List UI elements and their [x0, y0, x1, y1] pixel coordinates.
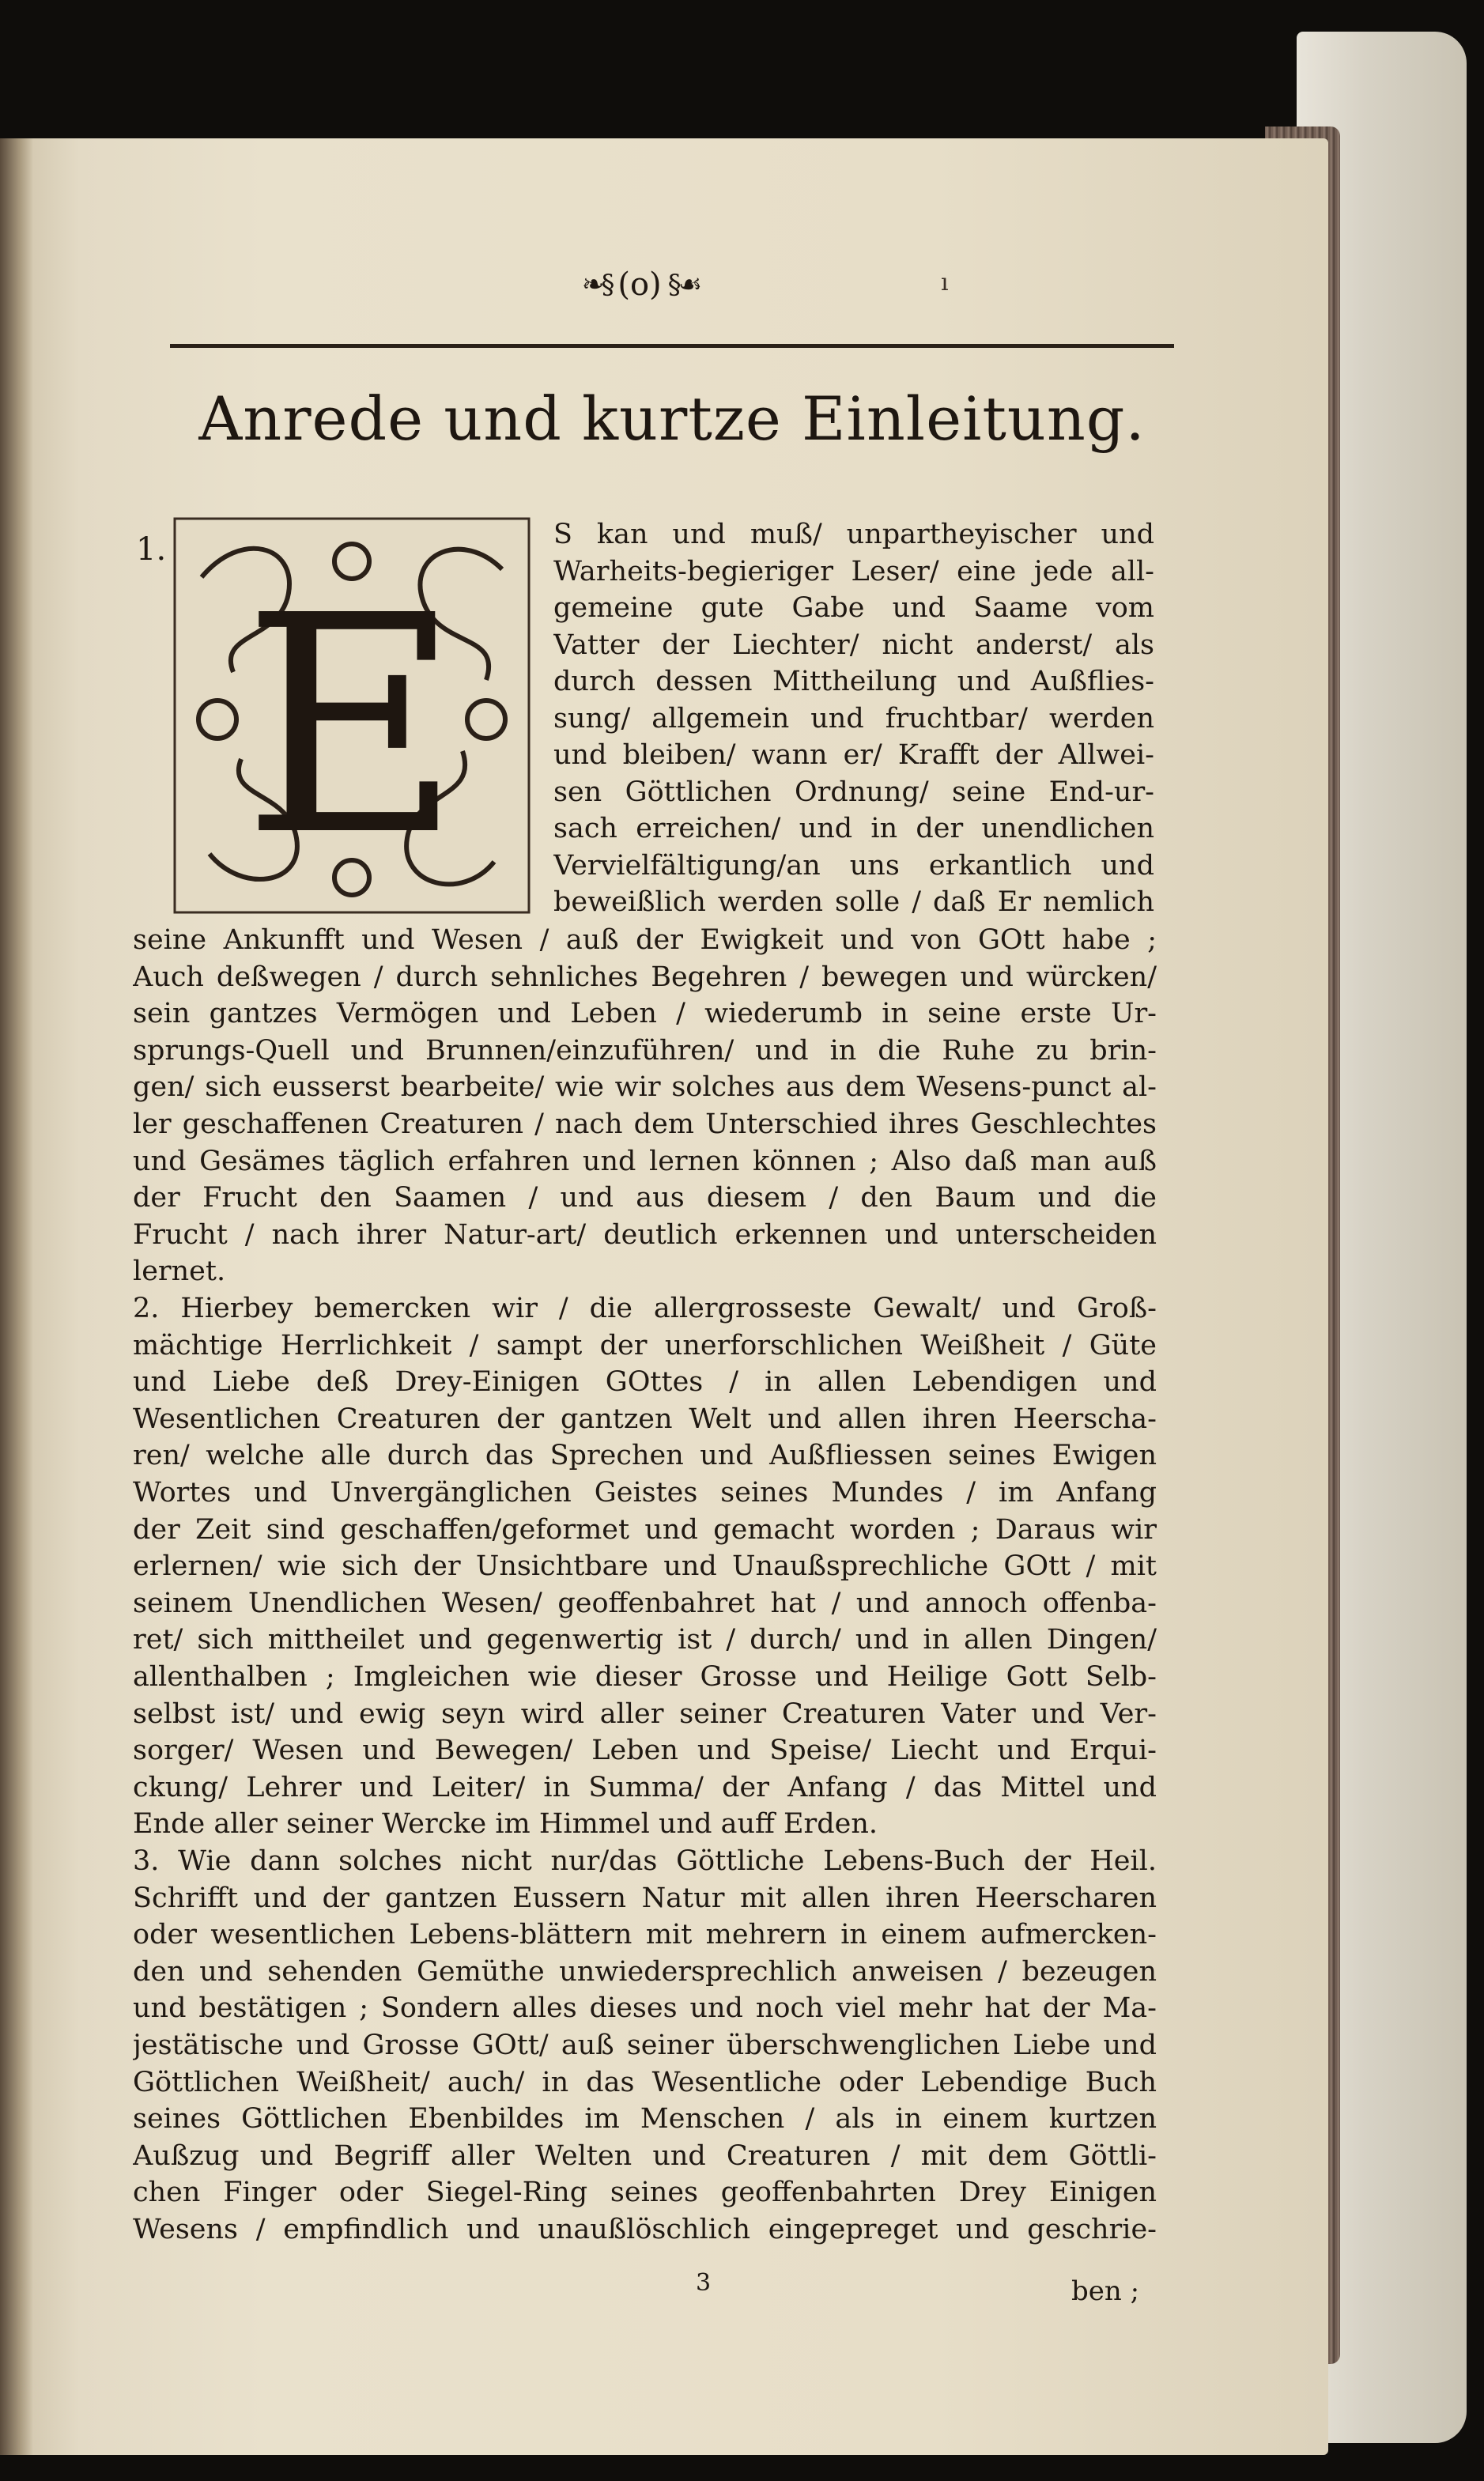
- text-line: der Frucht den Saamen / und aus diesem / den Baum und die: [133, 1182, 1157, 1214]
- text-line: chen Finger oder Siegel-Ring seines geoffenbahrten Drey Einigen: [133, 2177, 1157, 2209]
- text-line: sorger/ Wesen und Bewegen/ Leben und Speise/ Liecht und Erqui-: [133, 1735, 1157, 1767]
- text-line: ren/ welche alle durch das Sprechen und Außfliessen seines Ewigen: [133, 1440, 1157, 1472]
- text-line: und bleiben/ wann er/ Krafft der Allwei-: [553, 739, 1154, 771]
- text-line: S kan und muß/ unpartheyischer und: [553, 519, 1154, 550]
- text-line: sach erreichen/ und in der unendlichen: [553, 813, 1154, 844]
- paragraph-number: 1.: [136, 531, 167, 568]
- signature-mark: 3: [696, 2269, 712, 2297]
- flourish-left-icon: ❧§: [581, 269, 612, 300]
- text-line: Wortes und Unvergänglichen Geistes seines Mundes / im Anfang: [133, 1477, 1157, 1509]
- text-line: lernet.: [133, 1256, 226, 1288]
- text-line: Wesentlichen Creaturen der gantzen Welt und allen ihren Heerscha-: [133, 1403, 1157, 1435]
- header-ornament-text: (o): [617, 266, 662, 303]
- text-line: Schrifft und der gantzen Eussern Natur mit allen ihren Heerscharen: [133, 1882, 1157, 1914]
- text-line: seines Göttlichen Ebenbildes im Menschen / als in einem kurtzen: [133, 2103, 1157, 2135]
- text-line: ler geschaffenen Creaturen / nach dem Unterschied ihres Geschlechtes: [133, 1108, 1157, 1140]
- text-line: durch dessen Mittheilung und Außflies-: [553, 666, 1154, 697]
- header-rule: [170, 344, 1174, 348]
- text-line: und Liebe deß Drey-Einigen GOttes / in allen Lebendigen und: [133, 1366, 1157, 1399]
- text-line: mächtige Herrlichkeit / sampt der unerforschlichen Weißheit / Güte: [133, 1329, 1157, 1361]
- text-line: 2. Hierbey bemercken wir / die allergrosseste Gewalt/ und Groß-: [133, 1293, 1157, 1324]
- page-mark: ı: [941, 269, 949, 296]
- text-line: und bestätigen ; Sondern alles dieses und noch viel mehr hat der Ma-: [133, 1992, 1157, 2025]
- text-line: sprungs-Quell und Brunnen/einzuführen/ und in die Ruhe zu brin-: [133, 1034, 1157, 1067]
- text-line: sung/ allgemein und fruchtbar/ werden: [553, 702, 1154, 734]
- text-line: Vervielfältigung/an uns erkantlich und: [553, 849, 1154, 882]
- text-line: Vatter der Liechter/ nicht anderst/ als: [553, 629, 1154, 661]
- text-line: ret/ sich mittheilet und gegenwertig ist / durch/ und in allen Dingen/: [133, 1624, 1157, 1656]
- text-line: Warheits-begieriger Leser/ eine jede all-: [553, 555, 1154, 587]
- text-line: gemeine gute Gabe und Saame vom: [553, 592, 1154, 624]
- text-line: ckung/ Lehrer und Leiter/ in Summa/ der Anfang / das Mittel und: [133, 1771, 1157, 1803]
- text-line: seine Ankunfft und Wesen / auß der Ewigkeit und von GOtt habe ;: [133, 924, 1157, 956]
- text-line: und Gesämes täglich erfahren und lernen können ; Also daß man auß: [133, 1145, 1157, 1177]
- text-line: Außzug und Begriff aller Welten und Creaturen / mit dem Göttli-: [133, 2139, 1157, 2172]
- text-line: beweißlich werden solle / daß Er nemlich: [553, 886, 1154, 918]
- text-line: oder wesentlichen Lebens-blättern mit mehrern in einem aufmercken-: [133, 1919, 1157, 1951]
- text-line: gen/ sich eusserst bearbeite/ wie wir solches aus dem Wesens-punct al-: [133, 1071, 1157, 1104]
- text-line: Ende aller seiner Wercke im Himmel und auff Erden.: [133, 1808, 878, 1841]
- text-line: sein gantzes Vermögen und Leben / wiederumb in seine erste Ur-: [133, 998, 1157, 1030]
- text-line: seinem Unendlichen Wesen/ geoffenbahret hat / und annoch offenba-: [133, 1587, 1157, 1619]
- text-line: Frucht / nach ihrer Natur-art/ deutlich erkennen und unterscheiden: [133, 1218, 1157, 1251]
- catchword: ben ;: [1071, 2275, 1140, 2307]
- text-line: den und sehenden Gemüthe unwiedersprechlich anweisen / bezeugen: [133, 1955, 1157, 1988]
- text-line: selbst ist/ und ewig seyn wird aller seiner Creaturen Vater und Ver-: [133, 1697, 1157, 1730]
- text-line: der Zeit sind geschaffen/geformet und gemacht worden ; Daraus wir: [133, 1513, 1157, 1546]
- text-line: Wesens / empfindlich und unaußlöschlich eingepreget und geschrie-: [133, 2214, 1157, 2245]
- text-line: Göttlichen Weißheit/ auch/ in das Wesentliche oder Lebendige Buch: [133, 2066, 1157, 2098]
- ornamental-initial: [170, 514, 534, 917]
- text-line: sen Göttlichen Ordnung/ seine End-ur-: [553, 776, 1154, 808]
- text-line: Auch deßwegen / durch sehnliches Begehren / bewegen und würcken/: [133, 961, 1157, 993]
- text-line: jestätische und Grosse GOtt/ auß seiner überschwenglichen Liebe und: [133, 2030, 1157, 2061]
- flourish-right-icon: §☙: [667, 269, 700, 300]
- text-line: 3. Wie dann solches nicht nur/das Göttliche Lebens-Buch der Heil.: [133, 1845, 1157, 1877]
- book-binding: [0, 138, 33, 2455]
- text-line: allenthalben ; Imgleichen wie dieser Grosse und Heilige Gott Selb-: [133, 1661, 1157, 1693]
- page-title: Anrede und kurtze Einleitung.: [198, 383, 1146, 454]
- text-line: erlernen/ wie sich der Unsichtbare und Unaußsprechliche GOtt / mit: [133, 1550, 1157, 1583]
- initial-letter: E: [242, 551, 462, 901]
- header-ornament: [522, 261, 759, 308]
